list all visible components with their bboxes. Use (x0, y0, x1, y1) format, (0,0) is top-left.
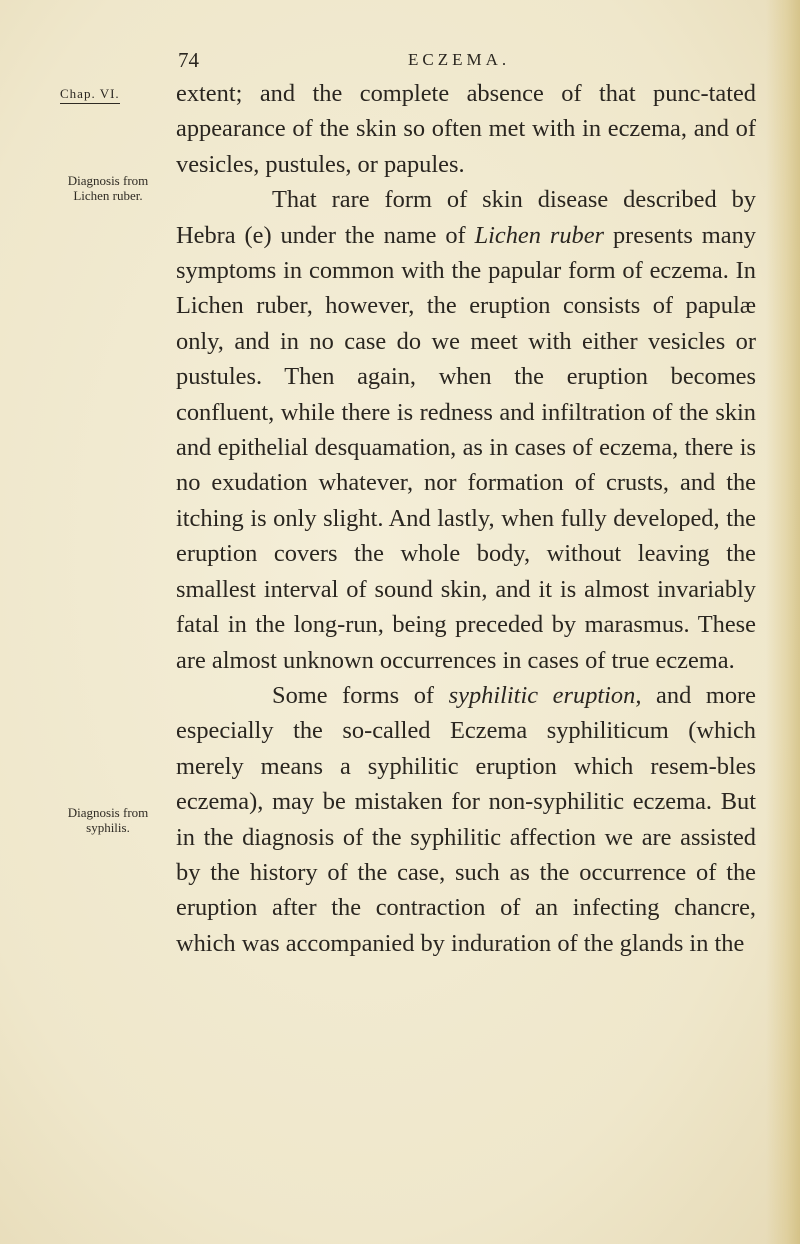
page-number: 74 (178, 48, 199, 72)
paragraph-lichen-italic: Lichen ruber (474, 221, 605, 249)
paragraph-syphilis (176, 678, 756, 961)
page-edge-stain (766, 0, 800, 1244)
margin-note-lichen-line1: Diagnosis from (67, 173, 149, 188)
running-title: ECZEMA. (408, 50, 511, 69)
chapter-margin-note: Chap. VI. (60, 86, 120, 104)
paragraph-syphilis-text-b: and more especially the so-called Eczema syphiliticum (which merely means a syphilitic eruption which resem-bles eczema), may be mistaken for non-syphilitic eczema. But in the diagnosis of the syphilitic affection we are assisted by the history of the case, such as the occurrence of the eruption after the contraction of an infecting chancre, which was accompanied by induration of the glands in the (176, 681, 757, 957)
paragraph-lichen-ruber (176, 182, 756, 678)
paragraph-lichen-text-a: That rare form of skin disease described by Hebra (e) under the name of (176, 186, 756, 249)
margin-note-syphilis (28, 805, 188, 835)
margin-note-lichen (28, 173, 188, 203)
margin-note-lichen-line2: Lichen ruber. (73, 188, 143, 203)
paragraph-1: extent; and the complete absence of that punc-tated appearance of the skin so often met with in eczema, and of vesicles, pustules, or papules. (176, 80, 756, 178)
running-head (0, 48, 800, 78)
paragraph-syphilis-italic: syphilitic eruption, (448, 681, 642, 709)
margin-note-syphilis-line1: Diagnosis from (67, 805, 149, 820)
paragraph-syphilis-text-a: Some forms of (272, 681, 449, 709)
paragraph-lichen-text-b: presents many symptoms in common with the papular form of eczema. In Lichen ruber, however, the eruption consists of papulæ only, and in no case do we meet with either vesicles or pustules. Then again, when the eruption becomes confluent, while there is redness and infiltration of the skin and epithelial desquamation, as in cases of eczema, there is no exudation whatever, nor formation of crusts, and the itching is only slight. And lastly, when fully developed, the eruption covers the whole body, without leaving the smallest interval of sound skin, and it is almost invariably fatal in the long-run, being preceded by marasmus. These are almost unknown occurrences in cases of true eczema. (176, 221, 756, 674)
margin-note-syphilis-line2: syphilis. (86, 820, 130, 835)
body-text (176, 76, 756, 961)
